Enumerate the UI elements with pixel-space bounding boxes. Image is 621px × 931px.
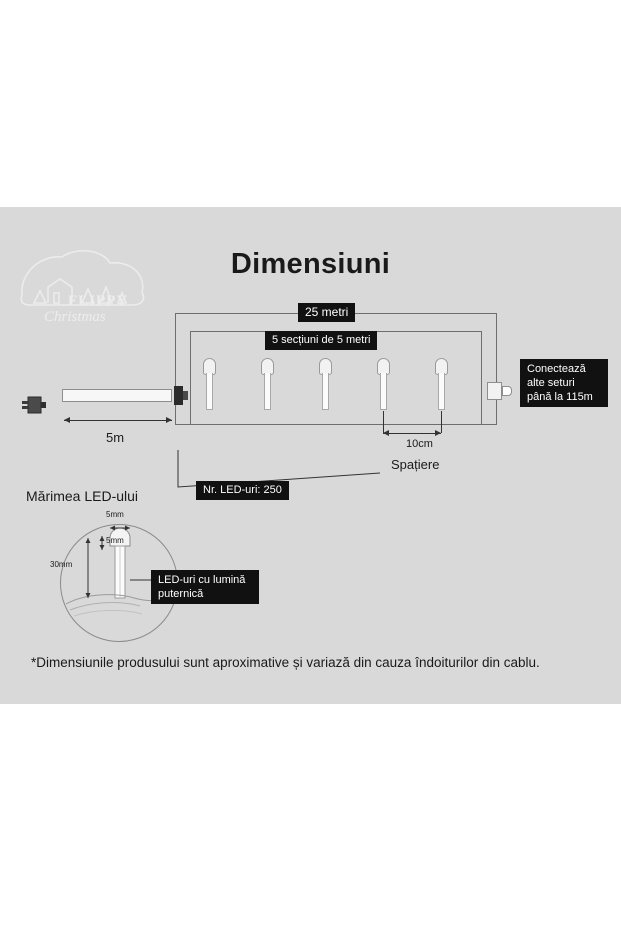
- bulb-stem-icon: [380, 373, 387, 410]
- led-bulb: [377, 358, 390, 410]
- led-cap-label: 5mm: [106, 536, 124, 545]
- lead-dimension-arrow-left: [64, 417, 70, 423]
- bulb-stem-icon: [438, 373, 445, 410]
- spacing-tick-right: [441, 411, 442, 433]
- connect-note-line1: Conectează: [527, 363, 586, 375]
- lead-dimension-arrow-right: [166, 417, 172, 423]
- watermark-line1: FLIPPY: [68, 293, 129, 309]
- watermark-line2: Christmas: [44, 309, 106, 325]
- led-detail-title: Mărimea LED-ului: [26, 488, 139, 504]
- led-bulb: [319, 358, 332, 410]
- inline-connector-icon: [172, 386, 188, 405]
- connect-note-line2: alte seturi: [527, 377, 575, 389]
- total-length-label: 25 metri: [298, 303, 355, 322]
- spacing-dimension-line: [383, 433, 441, 434]
- sections-label: 5 secțiuni de 5 metri: [265, 331, 377, 350]
- power-plug-icon: [22, 396, 46, 414]
- led-width-label: 5mm: [106, 510, 124, 519]
- lead-cable: [62, 389, 172, 402]
- led-height-label: 30mm: [50, 560, 73, 569]
- end-connector-icon: [487, 380, 513, 402]
- lead-length-label: 5m: [106, 430, 125, 445]
- spacing-title-label: Spațiere: [391, 457, 440, 472]
- led-bulb: [261, 358, 274, 410]
- end-connector-tip: [502, 386, 512, 396]
- connect-note: [520, 359, 608, 407]
- bulb-stem-icon: [264, 373, 271, 410]
- spacing-arrow-right: [435, 430, 441, 436]
- end-connector-body: [487, 382, 502, 400]
- bulb-stem-icon: [322, 373, 329, 410]
- led-size-detail: [22, 488, 272, 648]
- spacing-value-label: 10cm: [406, 438, 433, 450]
- led-bulb: [203, 358, 216, 410]
- connect-note-line3: până la 115m: [527, 391, 593, 403]
- brightness-note-line1: LED-uri cu lumină: [158, 574, 246, 586]
- bulb-stem-icon: [206, 373, 213, 410]
- page-title: Dimensiuni: [230, 248, 391, 280]
- led-count-label: Nr. LED-uri: 250: [196, 481, 289, 500]
- brightness-note: [151, 570, 259, 604]
- led-bulb: [435, 358, 448, 410]
- brightness-note-line2: puternică: [158, 588, 204, 600]
- lead-dimension-line: [64, 420, 172, 421]
- footnote: *Dimensiunile produsului sunt aproximative și variază din cauza îndoiturilor din cablu.: [31, 655, 540, 670]
